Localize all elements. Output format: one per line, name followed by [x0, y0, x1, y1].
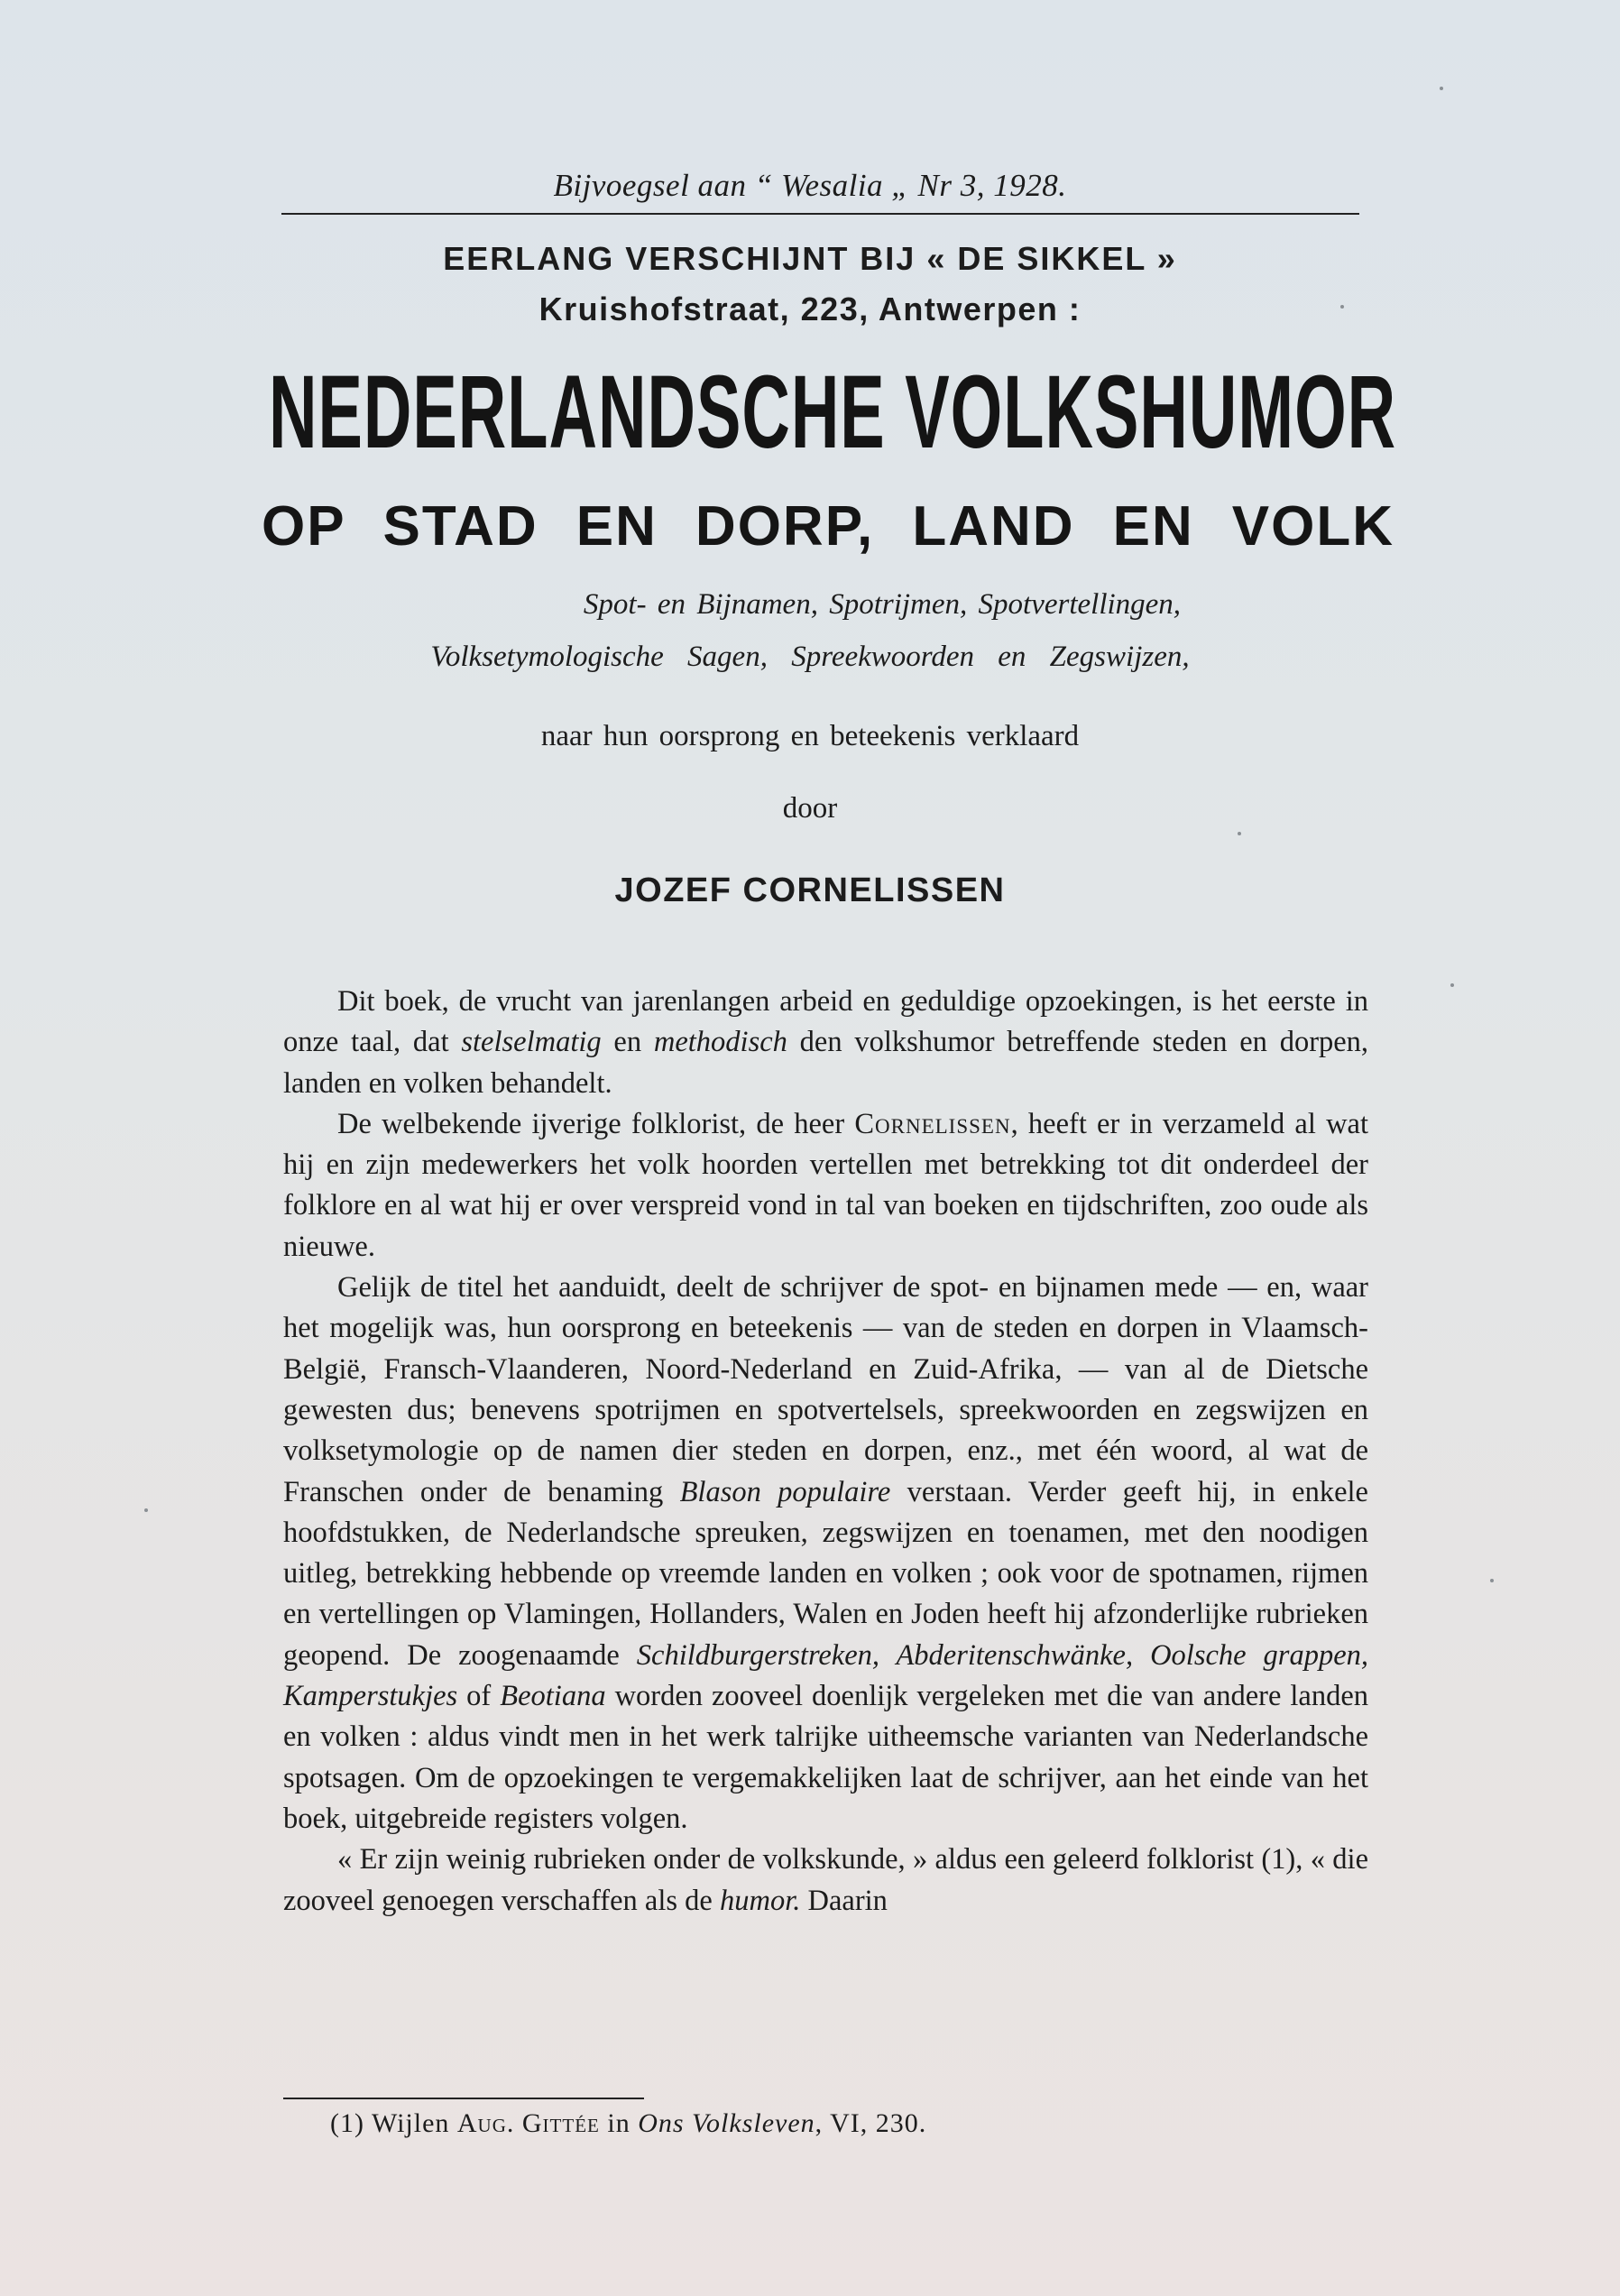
paper-speck: [144, 1508, 148, 1512]
announcement-publisher: EERLANG VERSCHIJNT BIJ « DE SIKKEL »: [443, 240, 1177, 277]
emphasis: Blason populaire: [679, 1475, 891, 1508]
text-run: Dit boek, de vrucht van jarenlangen arbeid en geduldige opzoekingen, is het eerste in onze taal, dat: [283, 985, 1368, 1059]
paper-speck: [1440, 87, 1443, 90]
paper-speck: [1238, 832, 1241, 835]
text-run: Gelijk de titel het aanduidt, deelt de schrijver de spot- en bijnamen mede — en, waar het mogelijk was, hun oorsprong en beteekenis — van de steden en dorpen in Vlaamsch-België, Fransch-Vlaanderen, Noord-Nederland en Zuid-Afrika, — van al de Dietsche gewesten dus; benevens spotrijmen en spotvertelsels, spreekwoorden en zegswijzen en volksetymologie op de namen dier steden en dorpen, enz., met één woord, al wat de Franschen onder de benaming: [283, 1271, 1368, 1508]
text-run: den volkshumor betreffende steden en dorpen, landen en volken behandelt.: [283, 1026, 1369, 1100]
text-run: Wijlen: [371, 2108, 450, 2138]
announcement-address: Kruishofstraat, 223, Antwerpen :: [538, 290, 1082, 327]
header-rule: [281, 213, 1359, 215]
paragraph-1: [283, 982, 1368, 1104]
text-run: in: [607, 2108, 631, 2138]
author-surname: Cornelissen: [854, 1107, 1011, 1140]
paper-speck: [1340, 305, 1344, 309]
main-title: NEDERLANDSCHE VOLKSHUMOR: [269, 354, 1397, 470]
body-text: [283, 982, 1368, 1922]
text-run: Daarin: [807, 1884, 888, 1917]
by-line: door: [782, 792, 838, 825]
text-run: , VI, 230.: [815, 2108, 927, 2138]
cited-author: Aug. Gittée: [456, 2108, 600, 2138]
subtitle: OP STAD EN DORP, LAND EN VOLK: [262, 495, 1395, 558]
text-run: De welbekende ijverige folklorist, de heer: [337, 1107, 845, 1140]
cited-source: Ons Volksleven: [638, 2108, 815, 2138]
text-run: « Er zijn weinig rubrieken onder de volkskunde, » aldus een geleerd folklorist (1), « die zooveel genoegen verschaffen als de: [283, 1843, 1368, 1917]
paragraph-4: [283, 1840, 1368, 1922]
text-run: , heeft er in verzameld al wat hij en zijn medewerkers het volk hoorden vertellen met betrekking tot dit onderdeel der folklore en al wat hij er over verspreid vond in tal van boeken en tijdschriften, zoo oude als nieuwe.: [283, 1107, 1368, 1263]
text-run: verstaan. Verder geeft hij, in enkele hoofdstukken, de Nederlandsche spreuken, zegswijzen en toenamen, met den noodigen uitleg, betrekking hebbende op vreemde landen en volken ; ook voor de spotnamen, rijmen en vertellingen op Vlamingen, Hollanders, Walen en Joden heeft hij afzonderlijke rubrieken geopend. De zoogenaamde: [283, 1475, 1368, 1672]
emphasis: methodisch: [653, 1026, 787, 1059]
genres-line-1: Spot- en Bijnamen, Spotrijmen, Spotvertellingen,: [583, 588, 1182, 621]
main-title-container: [269, 354, 1397, 470]
emphasis: stelselmatig: [461, 1026, 602, 1059]
supplement-note: Bijvoegsel aan “ Wesalia „ Nr 3, 1928.: [553, 168, 1067, 203]
genres-line-2: Volksetymologische Sagen, Spreekwoorden en Zegswijzen,: [430, 641, 1190, 673]
explained-line: naar hun oorsprong en beteekenis verklaard: [540, 720, 1080, 752]
author-name: JOZEF CORNELISSEN: [614, 871, 1006, 909]
paragraph-3: [283, 1268, 1368, 1840]
footnote-rule: [283, 2098, 644, 2099]
text-run: worden zooveel doenlijk vergeleken met die van andere landen en volken : aldus vindt men in het werk talrijke uitheemsche varianten van Nederlandsche spotsagen. Om de opzoekingen te vergemakkelijken laat de schrijver, aan het einde van het boek, uitgebreide registers volgen.: [283, 1680, 1369, 1835]
paper-speck: [1450, 983, 1454, 987]
paragraph-2: [283, 1104, 1368, 1268]
text-run: of: [466, 1680, 492, 1713]
footnote-marker: (1): [330, 2108, 364, 2138]
paper-speck: [1490, 1579, 1494, 1582]
emphasis: humor.: [719, 1884, 801, 1917]
emphasis: Beotiana: [500, 1680, 606, 1713]
text-run: en: [613, 1026, 642, 1059]
emphasis: Schildburgerstreken, Abderitenschwänke, Oolsche grappen, Kamperstukjes: [283, 1638, 1369, 1713]
footnote: [330, 2108, 926, 2139]
